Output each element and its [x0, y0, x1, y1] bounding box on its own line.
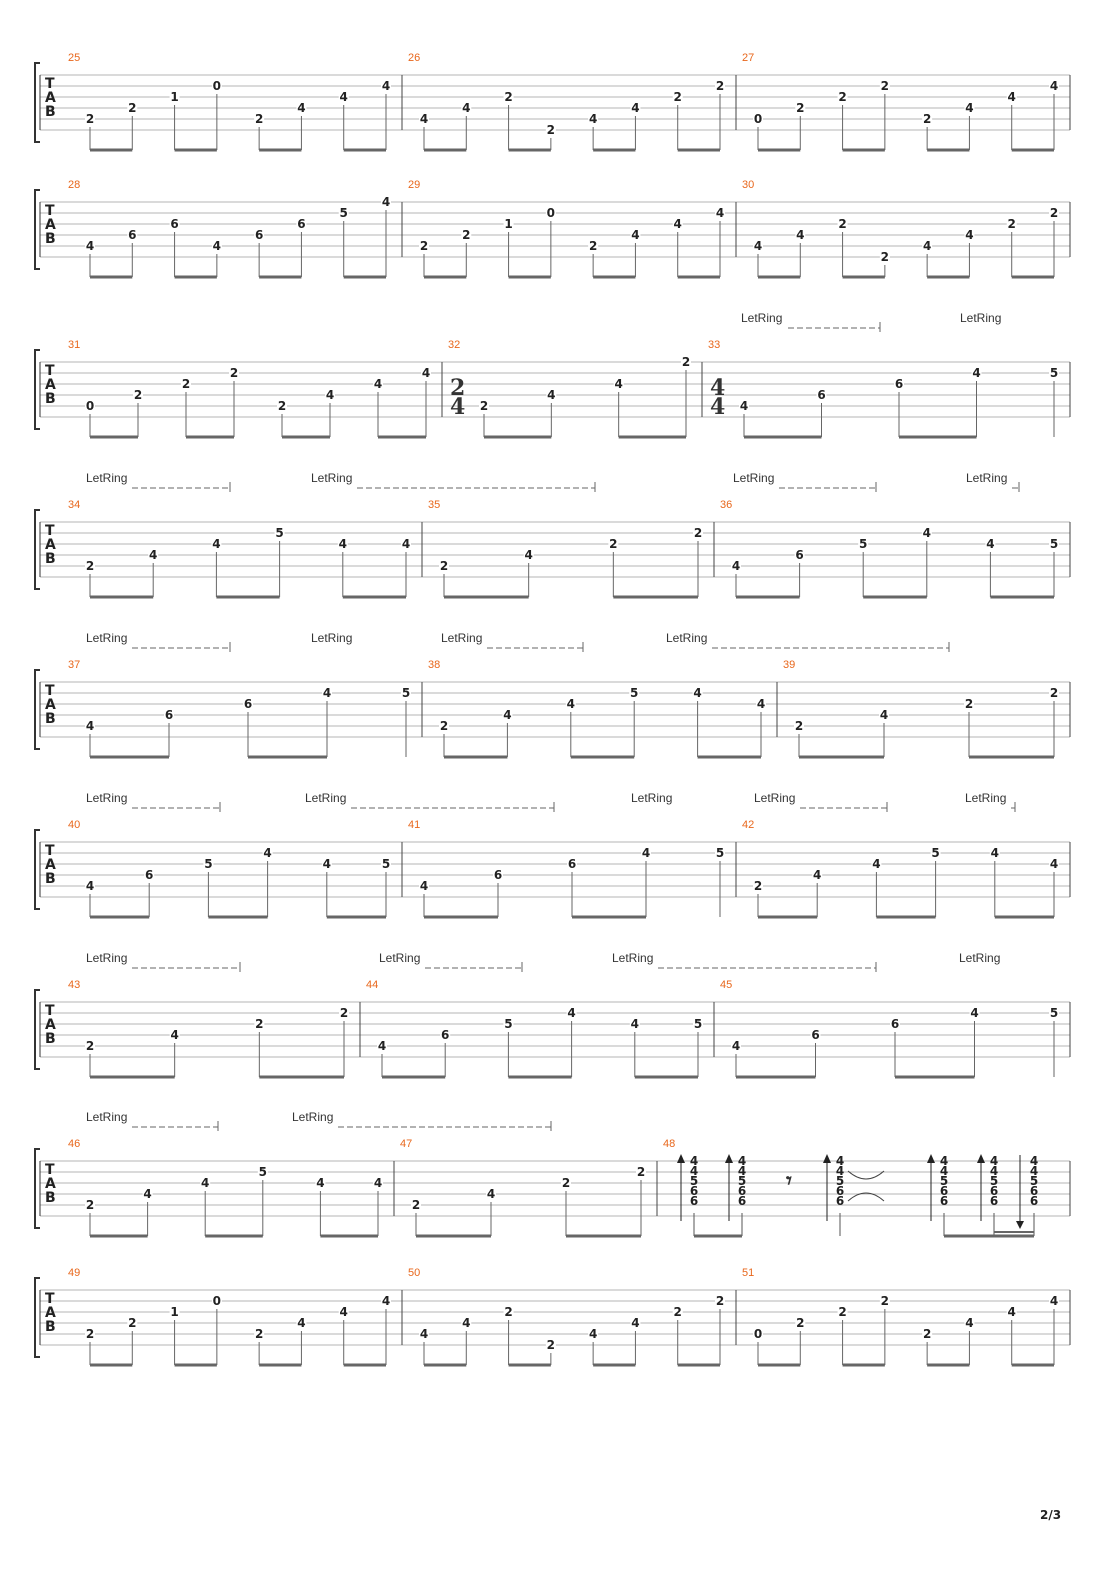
tab-system [35, 1267, 1070, 1365]
chord-fret: 6 [1029, 1184, 1039, 1198]
fret-number: 2 [411, 1198, 421, 1212]
fret-number: 5 [339, 206, 348, 220]
system-bracket [35, 350, 40, 429]
fret-number: 2 [838, 90, 847, 104]
tab-clef-letter: B [45, 231, 56, 247]
let-ring-label: LetRing [754, 791, 796, 805]
fret-number: 4 [631, 101, 640, 115]
fret-number: 4 [813, 868, 822, 882]
tab-clef-letter: T [45, 523, 55, 539]
tab-clef-letter: B [45, 1190, 56, 1206]
fret-number: 0 [753, 1327, 763, 1341]
fret-number: 4 [567, 1006, 576, 1020]
bar-number: 27 [742, 52, 755, 64]
strum-up-icon [977, 1154, 985, 1163]
fret-number: 6 [170, 217, 179, 231]
fret-number: 4 [149, 548, 158, 562]
chord-fret: 4 [835, 1154, 845, 1168]
tab-clef-letter: A [45, 1017, 56, 1033]
fret-number: 2 [439, 719, 449, 733]
fret-number: 4 [753, 239, 763, 253]
fret-number: 4 [212, 537, 221, 551]
chord-fret: 4 [1029, 1154, 1039, 1168]
strum-up-icon [677, 1154, 685, 1163]
fret-number: 4 [630, 1017, 639, 1031]
let-ring-label: LetRing [966, 471, 1008, 485]
fret-number: 2 [753, 879, 763, 893]
tab-clef-letter: B [45, 711, 56, 727]
tab-clef-letter: A [45, 217, 56, 233]
fret-number: 2 [673, 1305, 682, 1319]
fret-number: 4 [85, 719, 95, 733]
fret-number: 2 [85, 559, 95, 573]
fret-number: 0 [546, 206, 556, 220]
fret-number: 4 [715, 206, 725, 220]
fret-number: 2 [85, 1198, 95, 1212]
fret-number: 4 [965, 228, 974, 242]
tab-clef-letter: T [45, 1291, 55, 1307]
chord-fret: 6 [689, 1184, 699, 1198]
fret-number: 2 [254, 112, 264, 126]
tab-system [35, 471, 1070, 597]
tab-clef-letter: A [45, 377, 56, 393]
fret-number: 4 [401, 537, 411, 551]
fret-number: 5 [1049, 366, 1059, 380]
fret-number: 2 [636, 1165, 646, 1179]
bar-number: 41 [408, 819, 421, 831]
let-ring-label: LetRing [631, 791, 673, 805]
fret-number: 4 [879, 708, 889, 722]
bar-number: 39 [783, 659, 796, 671]
fret-number: 1 [170, 90, 179, 104]
fret-number: 2 [439, 559, 449, 573]
time-signature-bottom: 4 [450, 394, 466, 420]
tab-system [35, 52, 1070, 150]
let-ring-label: LetRing [733, 471, 775, 485]
let-ring-label: LetRing [311, 471, 353, 485]
chord-fret: 5 [989, 1174, 999, 1188]
fret-number: 5 [258, 1165, 267, 1179]
fret-number: 4 [381, 195, 391, 209]
bar-number: 49 [68, 1267, 81, 1279]
fret-number: 5 [859, 537, 868, 551]
fret-number: 2 [588, 239, 598, 253]
time-signature-bottom: 4 [710, 394, 726, 420]
fret-number: 6 [795, 548, 804, 562]
fret-number: 2 [880, 250, 890, 264]
page-number: 2/3 [1040, 1508, 1062, 1522]
fret-number: 4 [486, 1187, 496, 1201]
fret-number: 4 [922, 526, 931, 540]
fret-number: 5 [401, 686, 411, 700]
bar-number: 25 [68, 52, 81, 64]
fret-number: 6 [164, 708, 174, 722]
fret-number: 4 [1007, 1305, 1016, 1319]
fret-number: 2 [254, 1327, 264, 1341]
fret-number: 2 [681, 355, 691, 369]
chord-fret: 5 [1029, 1174, 1039, 1188]
fret-number: 2 [133, 388, 143, 402]
tab-clef-letter: A [45, 697, 56, 713]
fret-number: 5 [1049, 1006, 1059, 1020]
bar-number: 35 [428, 499, 441, 511]
fret-number: 4 [212, 239, 222, 253]
fret-number: 6 [128, 228, 137, 242]
fret-number: 2 [922, 1327, 932, 1341]
let-ring-label: LetRing [959, 951, 1001, 965]
let-ring-label: LetRing [379, 951, 421, 965]
fret-number: 2 [419, 239, 429, 253]
fret-number: 2 [715, 1294, 725, 1308]
bar-number: 30 [742, 179, 755, 191]
bar-number: 50 [408, 1267, 421, 1279]
fret-number: 4 [338, 537, 347, 551]
fret-number: 0 [753, 112, 763, 126]
system-bracket [35, 510, 40, 589]
fret-number: 2 [673, 90, 682, 104]
fret-number: 4 [614, 377, 623, 391]
tab-clef-letter: A [45, 857, 56, 873]
fret-number: 4 [377, 1039, 387, 1053]
fret-number: 4 [462, 1316, 471, 1330]
bar-number: 28 [68, 179, 81, 191]
system-bracket [35, 670, 40, 749]
bar-number: 38 [428, 659, 441, 671]
fret-number: 4 [316, 1176, 325, 1190]
fret-number: 6 [567, 857, 577, 871]
fret-number: 6 [243, 697, 253, 711]
tab-clef-letter: T [45, 1003, 55, 1019]
fret-number: 4 [524, 548, 533, 562]
fret-number: 4 [1007, 90, 1016, 104]
tie [848, 1171, 884, 1201]
fret-number: 5 [630, 686, 639, 700]
fret-number: 4 [739, 399, 749, 413]
fret-number: 2 [128, 1316, 137, 1330]
let-ring-label: LetRing [86, 631, 128, 645]
bar-number: 32 [448, 339, 461, 351]
fret-number: 4 [85, 239, 95, 253]
fret-number: 4 [421, 366, 431, 380]
fret-number: 4 [503, 708, 512, 722]
chord-fret: 6 [835, 1194, 845, 1208]
system-bracket [35, 63, 40, 142]
fret-number: 4 [965, 1316, 974, 1330]
let-ring-label: LetRing [666, 631, 708, 645]
time-signature-top: 4 [710, 375, 726, 401]
fret-number: 2 [561, 1176, 571, 1190]
bar-number: 40 [68, 819, 81, 831]
fret-number: 2 [794, 719, 804, 733]
tab-clef-letter: A [45, 90, 56, 106]
fret-number: 2 [504, 90, 513, 104]
strum-up-icon [725, 1154, 733, 1163]
let-ring-label: LetRing [960, 311, 1002, 325]
fret-number: 4 [693, 686, 702, 700]
tab-clef-letter: A [45, 1305, 56, 1321]
fret-number: 4 [297, 1316, 306, 1330]
chord-fret: 4 [689, 1164, 699, 1178]
fret-number: 2 [1007, 217, 1016, 231]
fret-number: 2 [880, 79, 890, 93]
fret-number: 2 [1049, 206, 1059, 220]
bar-number: 31 [68, 339, 81, 351]
let-ring-label: LetRing [292, 1110, 334, 1124]
bar-number: 36 [720, 499, 733, 511]
fret-number: 4 [339, 1305, 348, 1319]
fret-number: 6 [894, 377, 904, 391]
bar-number: 48 [663, 1138, 676, 1150]
fret-number: 6 [811, 1028, 820, 1042]
fret-number: 6 [817, 388, 826, 402]
fret-number: 4 [263, 846, 272, 860]
tab-clef-letter: T [45, 76, 55, 92]
tab-clef-letter: T [45, 1162, 55, 1178]
fret-number: 2 [255, 1017, 264, 1031]
fret-number: 2 [546, 123, 556, 137]
tab-system [35, 179, 1070, 277]
system-bracket [35, 190, 40, 269]
fret-number: 4 [462, 101, 471, 115]
fret-number: 2 [128, 101, 137, 115]
fret-number: 2 [339, 1006, 349, 1020]
tab-system [35, 951, 1070, 1077]
fret-number: 4 [1049, 79, 1059, 93]
tab-clef-letter: T [45, 843, 55, 859]
strum-down-icon [1016, 1221, 1024, 1229]
let-ring-label: LetRing [441, 631, 483, 645]
fret-number: 2 [546, 1338, 556, 1352]
chord-fret: 5 [835, 1174, 845, 1188]
chord-fret: 4 [989, 1154, 999, 1168]
fret-number: 4 [143, 1187, 152, 1201]
chord-fret: 4 [737, 1154, 747, 1168]
fret-number: 5 [204, 857, 213, 871]
tab-system [35, 791, 1070, 917]
let-ring-label: LetRing [305, 791, 347, 805]
tab-system [35, 1110, 1070, 1236]
bar-number: 47 [400, 1138, 413, 1150]
fret-number: 5 [381, 857, 391, 871]
fret-number: 4 [641, 846, 651, 860]
tab-clef-letter: T [45, 683, 55, 699]
fret-number: 4 [1049, 857, 1059, 871]
tab-clef-letter: A [45, 537, 56, 553]
chord-fret: 6 [737, 1194, 747, 1208]
fret-number: 2 [504, 1305, 513, 1319]
let-ring-label: LetRing [86, 471, 128, 485]
fret-number: 4 [297, 101, 306, 115]
fret-number: 2 [796, 1316, 805, 1330]
fret-number: 5 [1049, 537, 1059, 551]
chord-fret: 4 [835, 1164, 845, 1178]
fret-number: 4 [631, 1316, 640, 1330]
fret-number: 4 [322, 857, 331, 871]
system-bracket [35, 1278, 40, 1357]
chord-fret: 4 [939, 1164, 949, 1178]
fret-number: 2 [85, 112, 95, 126]
chord-fret: 5 [689, 1174, 699, 1188]
bar-number: 45 [720, 979, 733, 991]
chord-fret: 4 [1029, 1164, 1039, 1178]
fret-number: 6 [493, 868, 503, 882]
fret-number: 4 [731, 1039, 741, 1053]
let-ring-label: LetRing [86, 791, 128, 805]
chord-fret: 6 [989, 1184, 999, 1198]
fret-number: 2 [1049, 686, 1059, 700]
fret-number: 6 [254, 228, 264, 242]
fret-number: 4 [673, 217, 682, 231]
let-ring-label: LetRing [965, 791, 1007, 805]
fret-number: 4 [566, 697, 575, 711]
fret-number: 4 [972, 366, 981, 380]
fret-number: 6 [145, 868, 154, 882]
bar-number: 34 [68, 499, 81, 511]
tab-clef-letter: B [45, 1319, 56, 1335]
tab-clef-letter: B [45, 871, 56, 887]
chord-fret: 5 [737, 1174, 747, 1188]
bar-number: 42 [742, 819, 755, 831]
fret-number: 4 [588, 1327, 598, 1341]
bar-number: 51 [742, 1267, 755, 1279]
fret-number: 6 [441, 1028, 450, 1042]
tab-clef-letter: T [45, 363, 55, 379]
fret-number: 0 [212, 79, 222, 93]
chord-fret: 4 [689, 1154, 699, 1168]
fret-number: 4 [731, 559, 741, 573]
chord-fret: 4 [737, 1164, 747, 1178]
fret-number: 4 [419, 1327, 429, 1341]
system-bracket [35, 1149, 40, 1228]
fret-number: 4 [419, 879, 429, 893]
fret-number: 4 [419, 112, 429, 126]
fret-number: 6 [890, 1017, 900, 1031]
fret-number: 5 [715, 846, 725, 860]
tab-clef-letter: A [45, 1176, 56, 1192]
fret-number: 2 [964, 697, 974, 711]
bar-number: 44 [366, 979, 379, 991]
fret-number: 5 [693, 1017, 703, 1031]
system-bracket [35, 830, 40, 909]
tab-clef-letter: T [45, 203, 55, 219]
strum-up-icon [927, 1154, 935, 1163]
let-ring-label: LetRing [311, 631, 353, 645]
rest-icon: 𝄾 [786, 1168, 792, 1194]
bar-number: 29 [408, 179, 421, 191]
bar-number: 33 [708, 339, 721, 351]
fret-number: 4 [965, 101, 974, 115]
fret-number: 2 [693, 526, 703, 540]
bar-number: 26 [408, 52, 421, 64]
bar-number: 43 [68, 979, 81, 991]
strum-up-icon [823, 1154, 831, 1163]
chord-fret: 6 [939, 1184, 949, 1198]
fret-number: 4 [170, 1028, 179, 1042]
fret-number: 2 [181, 377, 191, 391]
fret-number: 5 [931, 846, 940, 860]
fret-number: 2 [838, 1305, 847, 1319]
tab-system [35, 631, 1070, 757]
fret-number: 4 [990, 846, 999, 860]
fret-number: 4 [339, 90, 348, 104]
chord-fret: 5 [939, 1174, 949, 1188]
fret-number: 4 [922, 239, 932, 253]
fret-number: 4 [381, 1294, 391, 1308]
fret-number: 4 [373, 1176, 383, 1190]
fret-number: 2 [85, 1327, 95, 1341]
fret-number: 4 [322, 686, 332, 700]
fret-number: 4 [796, 228, 805, 242]
fret-number: 2 [838, 217, 847, 231]
fret-number: 5 [275, 526, 284, 540]
tab-system [35, 311, 1070, 437]
fret-number: 4 [547, 388, 556, 402]
fret-number: 2 [796, 101, 805, 115]
fret-number: 2 [277, 399, 287, 413]
fret-number: 4 [631, 228, 640, 242]
fret-number: 4 [381, 79, 391, 93]
bar-number: 37 [68, 659, 81, 671]
chord-fret: 6 [689, 1194, 699, 1208]
fret-number: 6 [297, 217, 306, 231]
fret-number: 2 [609, 537, 618, 551]
chord-fret: 4 [989, 1164, 999, 1178]
fret-number: 0 [85, 399, 95, 413]
fret-number: 0 [212, 1294, 222, 1308]
fret-number: 2 [229, 366, 239, 380]
fret-number: 4 [85, 879, 95, 893]
let-ring-label: LetRing [741, 311, 783, 325]
chord-fret: 6 [939, 1194, 949, 1208]
chord-fret: 6 [835, 1184, 845, 1198]
let-ring-label: LetRing [86, 951, 128, 965]
fret-number: 2 [479, 399, 489, 413]
fret-number: 2 [715, 79, 725, 93]
chord-fret: 4 [939, 1154, 949, 1168]
chord-fret: 6 [989, 1194, 999, 1208]
fret-number: 4 [986, 537, 995, 551]
fret-number: 4 [970, 1006, 979, 1020]
fret-number: 4 [1049, 1294, 1059, 1308]
fret-number: 4 [325, 388, 335, 402]
fret-number: 1 [504, 217, 513, 231]
chord-fret: 6 [737, 1184, 747, 1198]
fret-number: 2 [880, 1294, 890, 1308]
tab-clef-letter: B [45, 104, 56, 120]
let-ring-label: LetRing [612, 951, 654, 965]
fret-number: 2 [462, 228, 471, 242]
fret-number: 4 [756, 697, 766, 711]
tab-clef-letter: B [45, 1031, 56, 1047]
tab-clef-letter: B [45, 551, 56, 567]
fret-number: 5 [504, 1017, 513, 1031]
bar-number: 46 [68, 1138, 81, 1150]
fret-number: 4 [201, 1176, 210, 1190]
let-ring-label: LetRing [86, 1110, 128, 1124]
fret-number: 2 [85, 1039, 95, 1053]
chord-fret: 6 [1029, 1194, 1039, 1208]
fret-number: 2 [922, 112, 932, 126]
fret-number: 1 [170, 1305, 179, 1319]
fret-number: 4 [588, 112, 598, 126]
tab-clef-letter: B [45, 391, 56, 407]
system-bracket [35, 990, 40, 1069]
time-signature-top: 2 [450, 375, 466, 401]
fret-number: 4 [872, 857, 881, 871]
fret-number: 4 [373, 377, 383, 391]
